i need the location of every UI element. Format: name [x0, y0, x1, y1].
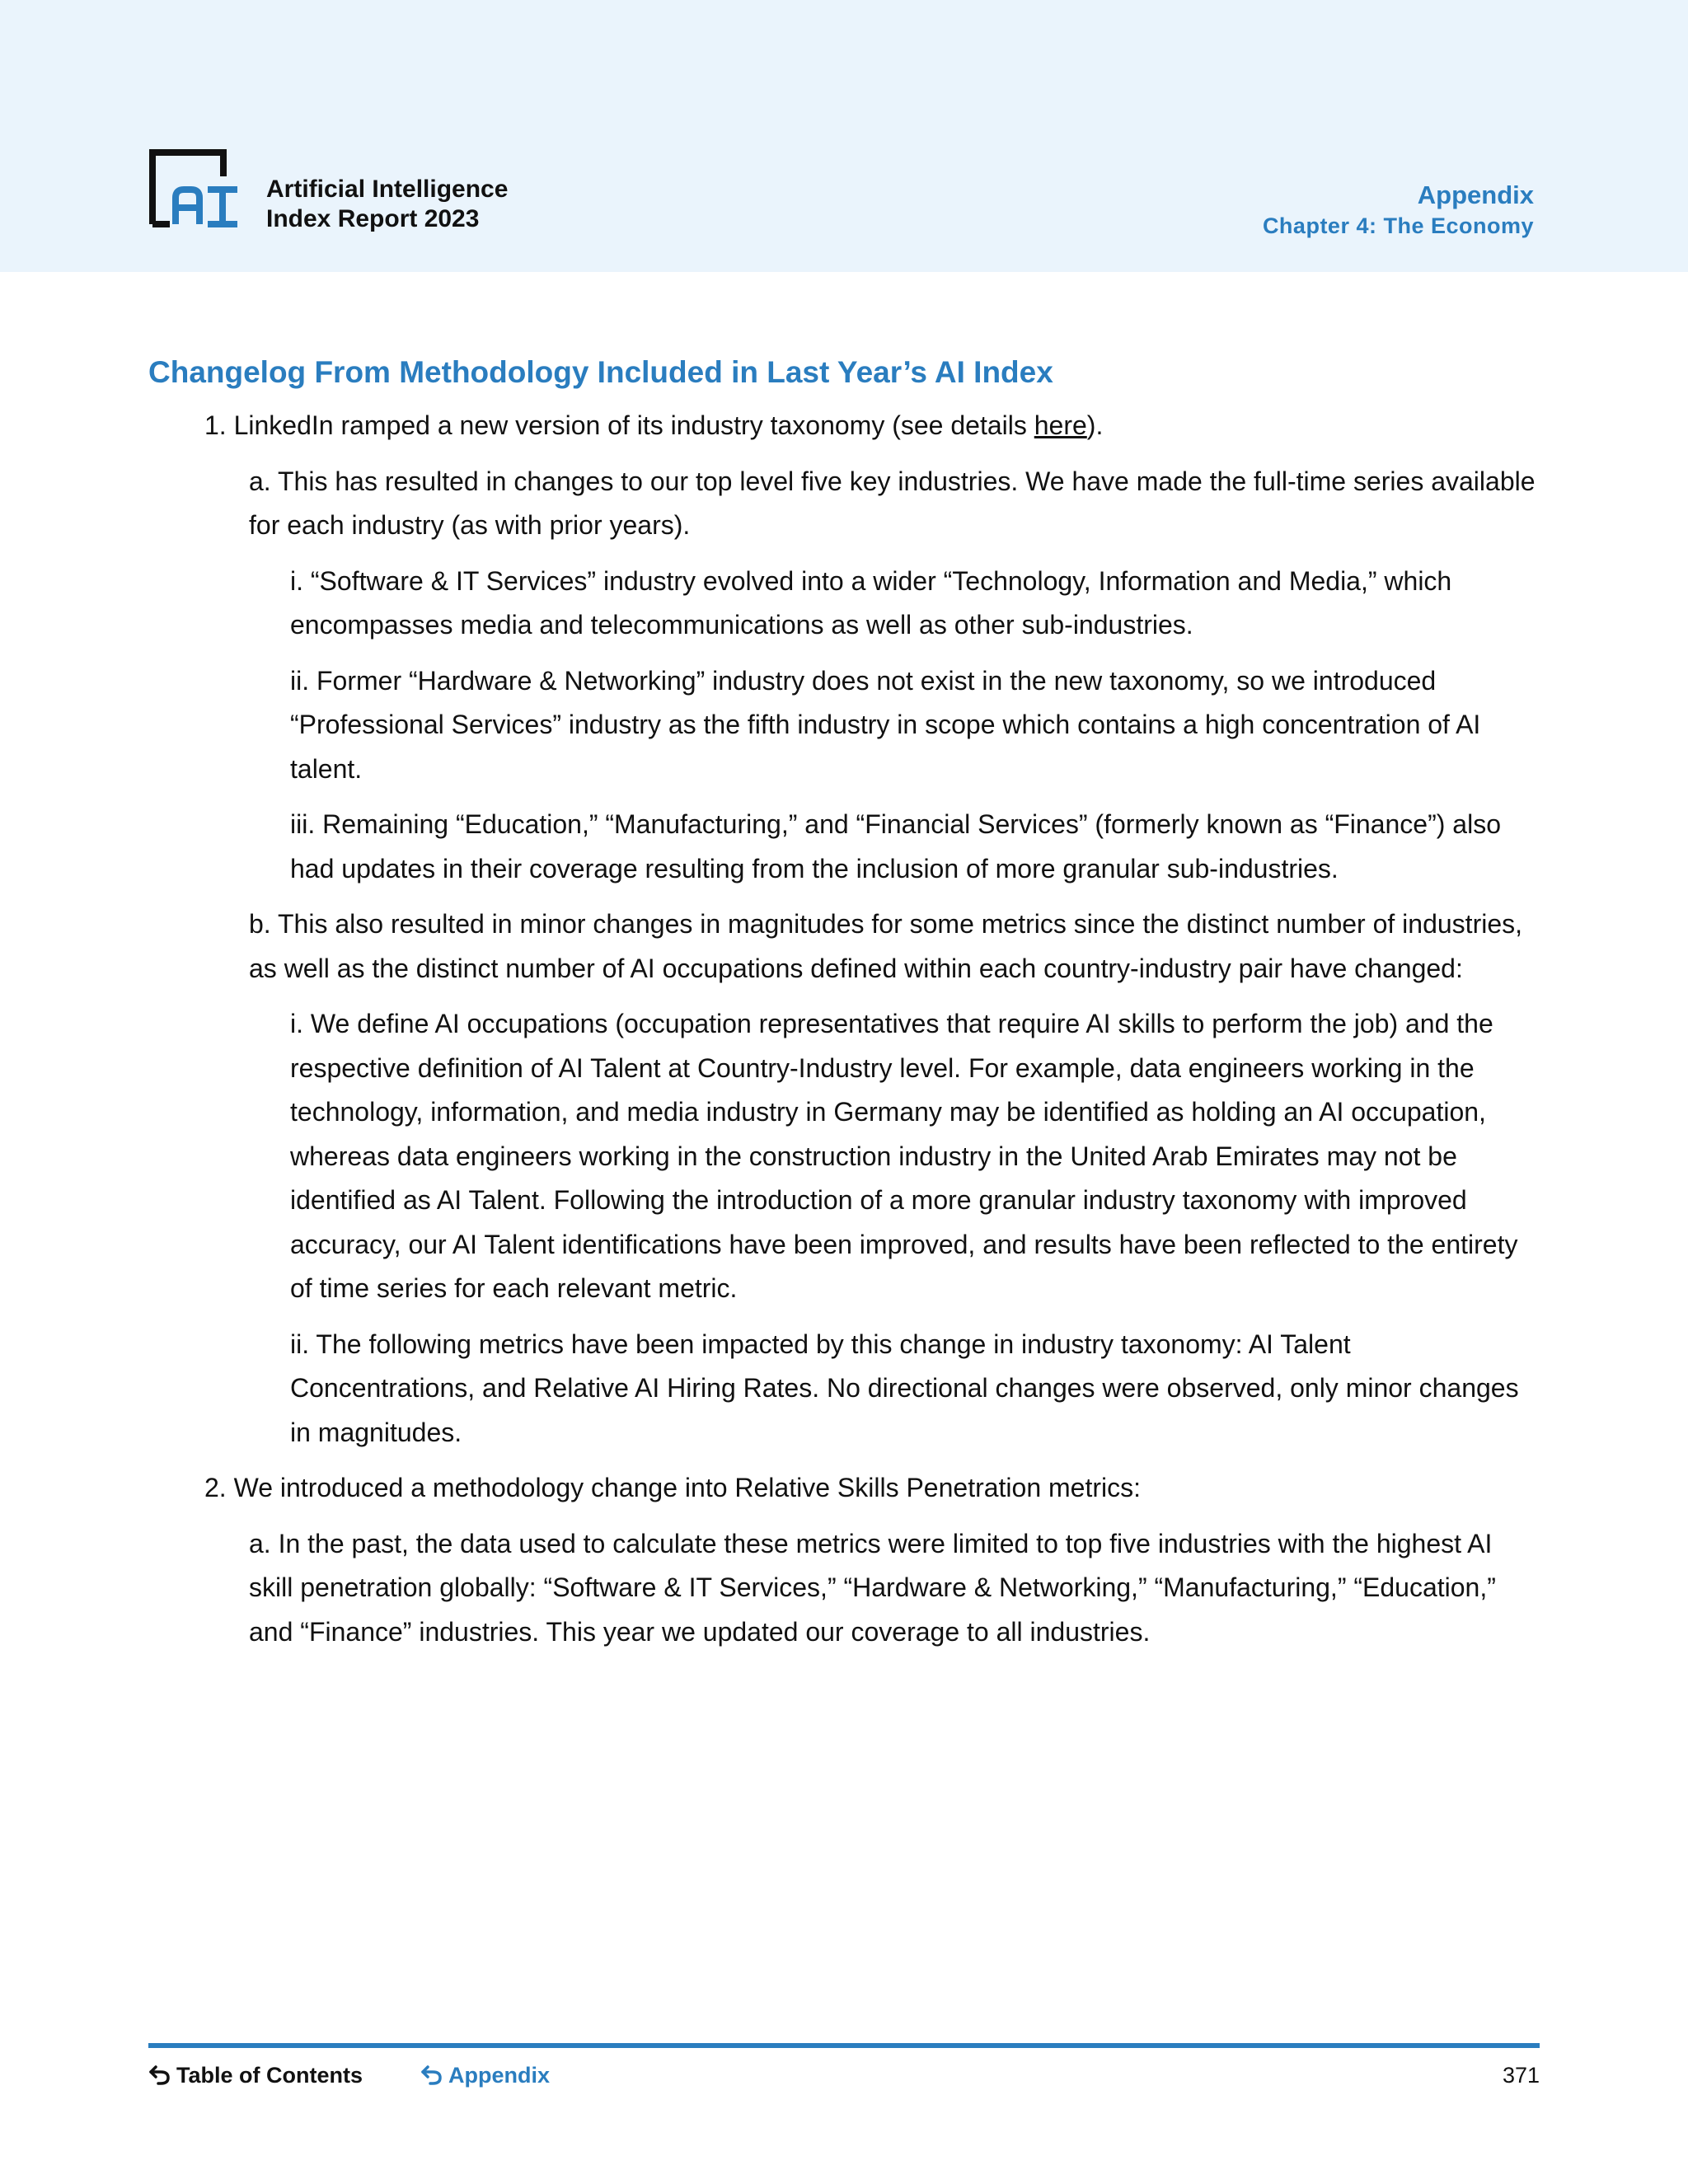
item1-text: 1. LinkedIn ramped a new version of its industry taxonomy (see details: [204, 410, 1034, 440]
section-title: Appendix: [1417, 180, 1534, 209]
main-content: [148, 349, 1541, 1666]
chapter-title: Chapter 4: The Economy: [1262, 213, 1534, 238]
changelog-item-1b-i: i. We define AI occupations (occupation representatives that require AI skills to perform the job) and the respective definition of AI Talent at Country-Industry level. For example, data engineers working in the technology, information, and media industry in Germany may be identified as holding an AI occupation, whereas data engineers working in the construction industry in the United Arab Emirates may not be identified as AI Talent. Following the introduction of a more granular industry taxonomy with improved accuracy, our AI Talent identifications have been improved, and results have been reflected to the entirety of time series for each relevant metric.: [290, 1009, 1518, 1303]
return-arrow-icon: [148, 2063, 171, 2086]
item1-text-end: ).: [1086, 410, 1104, 440]
details-link[interactable]: here: [1034, 410, 1087, 440]
section-indicator: [1263, 180, 1534, 241]
changelog-item-2a: a. In the past, the data used to calculate these metrics were limited to top five industries with the highest AI skill penetration globally: “Software & IT Services,” “Hardware & Networking,” “Manufacturing,” “Education,” and “Finance” industries. This year we updated our coverage to all industries.: [249, 1528, 1496, 1647]
appendix-label: Appendix: [448, 2063, 551, 2088]
page-footer: [148, 2059, 1540, 2092]
ai-index-logo-icon: [148, 148, 241, 227]
changelog-item-2: 2. We introduced a methodology change into Relative Skills Penetration metrics:: [204, 1473, 1142, 1502]
table-of-contents-link[interactable]: [148, 2059, 363, 2092]
page-header: [0, 0, 1688, 272]
report-brand: [266, 175, 508, 234]
changelog-item-1b: b. This also resulted in minor changes in magnitudes for some metrics since the distinct number of industries, as well as the distinct number of AI occupations defined within each country-industry pair have changed:: [249, 909, 1523, 983]
brand-line-1: Artificial Intelligence: [266, 176, 509, 203]
page-heading: Changelog From Methodology Included in Last Year’s AI Index: [148, 355, 1053, 389]
changelog-item-1a: a. This has resulted in changes to our top level five key industries. We have made the full-time series available for each industry (as with prior years).: [249, 466, 1536, 540]
page-number: 371: [1502, 2063, 1540, 2088]
brand-line-2: Index Report 2023: [266, 205, 480, 232]
toc-label: Table of Contents: [176, 2063, 363, 2088]
changelog-item-1b-ii: ii. The following metrics have been impacted by this change in industry taxonomy: AI Talent Concentrations, and Relative AI Hiring Rates. No directional changes were observed, only minor changes in magnitudes.: [290, 1329, 1519, 1447]
appendix-link[interactable]: [420, 2059, 550, 2092]
footer-divider: [148, 2043, 1540, 2048]
changelog-item-1a-ii: ii. Former “Hardware & Networking” industry does not exist in the new taxonomy, so we introduced “Professional Services” industry as the fifth industry in scope which contains a high concentration of AI talent.: [290, 665, 1481, 784]
return-arrow-icon: [420, 2063, 443, 2086]
changelog-item-1: [148, 404, 1541, 448]
changelog-item-1a-i: i. “Software & IT Services” industry evolved into a wider “Technology, Information and Media,” which encompasses media and telecommunications as well as other sub-industries.: [290, 565, 1452, 640]
changelog-item-1a-iii: iii. Remaining “Education,” “Manufacturing,” and “Financial Services” (formerly known as “Finance”) also had updates in their coverage resulting from the inclusion of more granular sub-industries.: [290, 809, 1501, 883]
